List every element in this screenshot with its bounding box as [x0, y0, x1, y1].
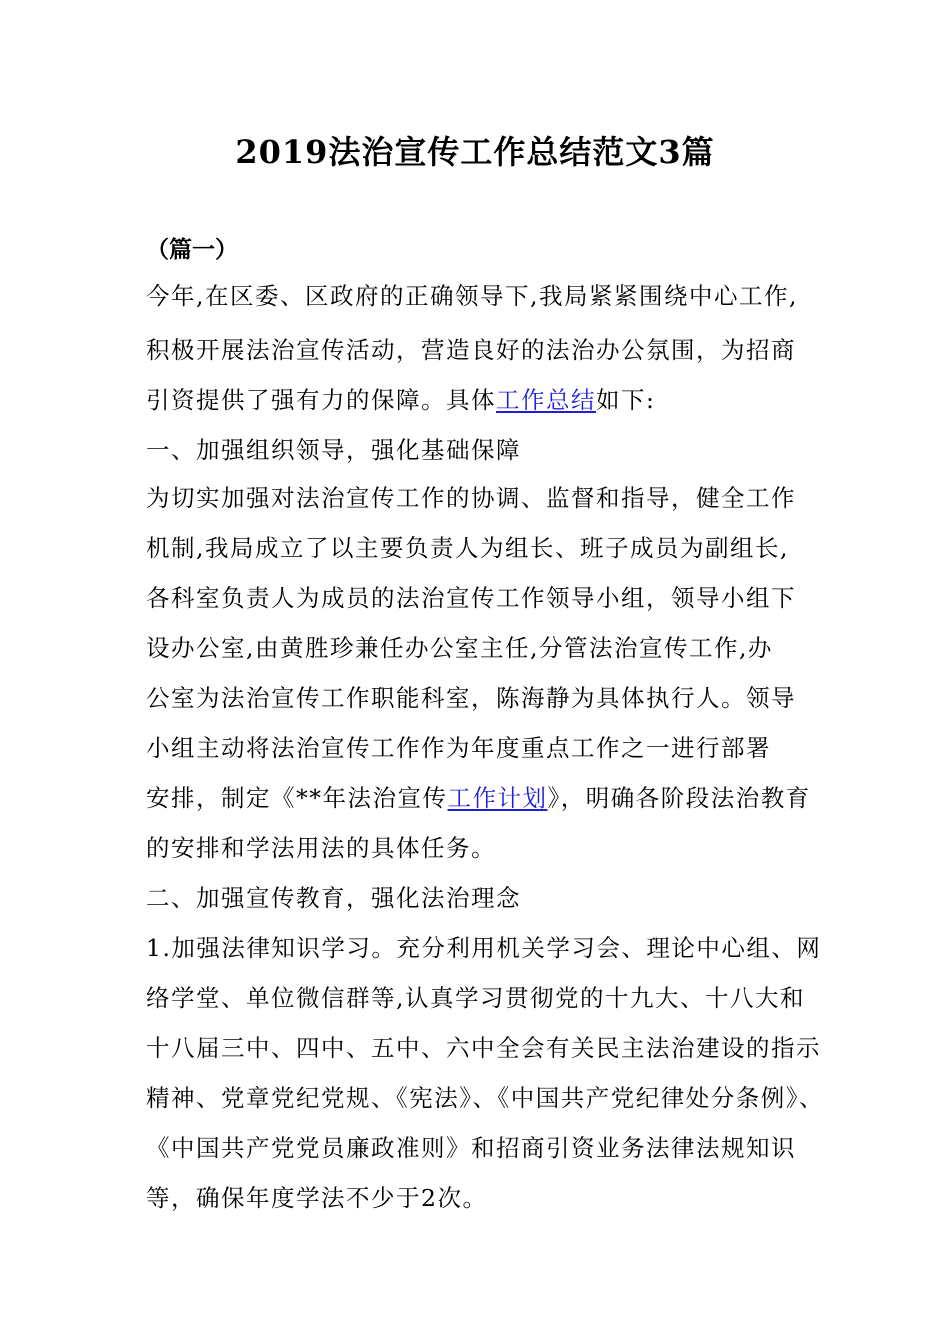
section-heading: 二、加强宣传教育，强化法治理念 — [146, 884, 521, 912]
paragraph-line — [146, 778, 811, 818]
work-summary-link[interactable]: 工作总结 — [496, 386, 596, 414]
text-span: 引资提供了强有力的保障。具体 — [146, 386, 496, 414]
paragraph-line: 1.加强法律知识学习。充分利用机关学习会、理论中心组、网 — [146, 934, 822, 962]
paragraph-line: 积极开展法治宣传活动，营造良好的法治办公氛围，为招商 — [146, 336, 796, 364]
paragraph-line: 络学堂、单位微信群等,认真学习贯彻党的十九大、十八大和 — [146, 984, 805, 1012]
paragraph-line: 的安排和学法用法的具体任务。 — [146, 834, 496, 862]
text-span: 》，明确各阶段法治教育 — [547, 784, 811, 812]
paragraph-line: 十八届三中、四中、五中、六中全会有关民主法治建设的指示 — [146, 1034, 821, 1062]
paragraph-line: 《中国共产党党员廉政准则》和招商引资业务法律法规知识 — [146, 1134, 796, 1162]
paragraph-line: 各科室负责人为成员的法治宣传工作领导小组，领导小组下 — [146, 584, 796, 612]
paragraph-line: 等，确保年度学法不少于2次。 — [146, 1184, 488, 1212]
paragraph-line — [146, 380, 655, 420]
document-title: 2019法治宣传工作总结范文3篇 — [235, 133, 715, 171]
paragraph-line: 精神、党章党纪党规、《宪法》、《中国共产党纪律处分条例》、 — [146, 1084, 824, 1112]
paragraph-line: 为切实加强对法治宣传工作的协调、监督和指导，健全工作 — [146, 484, 796, 512]
section-heading: 一、加强组织领导，强化基础保障 — [146, 436, 521, 464]
paragraph-line: 今年,在区委、区政府的正确领导下,我局紧紧围绕中心工作, — [146, 282, 798, 310]
work-plan-link[interactable]: 工作计划 — [447, 784, 548, 812]
text-span: 安排，制定《**年法治宣传 — [146, 784, 448, 812]
paragraph-line: 公室为法治宣传工作职能科室，陈海静为具体执行人。领导 — [146, 684, 796, 712]
section-label: （篇一） — [146, 236, 238, 263]
paragraph-line: 设办公室,由黄胜珍兼任办公室主任,分管法治宣传工作,办 — [146, 634, 773, 662]
paragraph-line: 机制,我局成立了以主要负责人为组长、班子成员为副组长, — [146, 534, 789, 562]
text-span: 如下: — [596, 386, 656, 414]
paragraph-line: 小组主动将法治宣传工作作为年度重点工作之一进行部署 — [146, 734, 771, 762]
